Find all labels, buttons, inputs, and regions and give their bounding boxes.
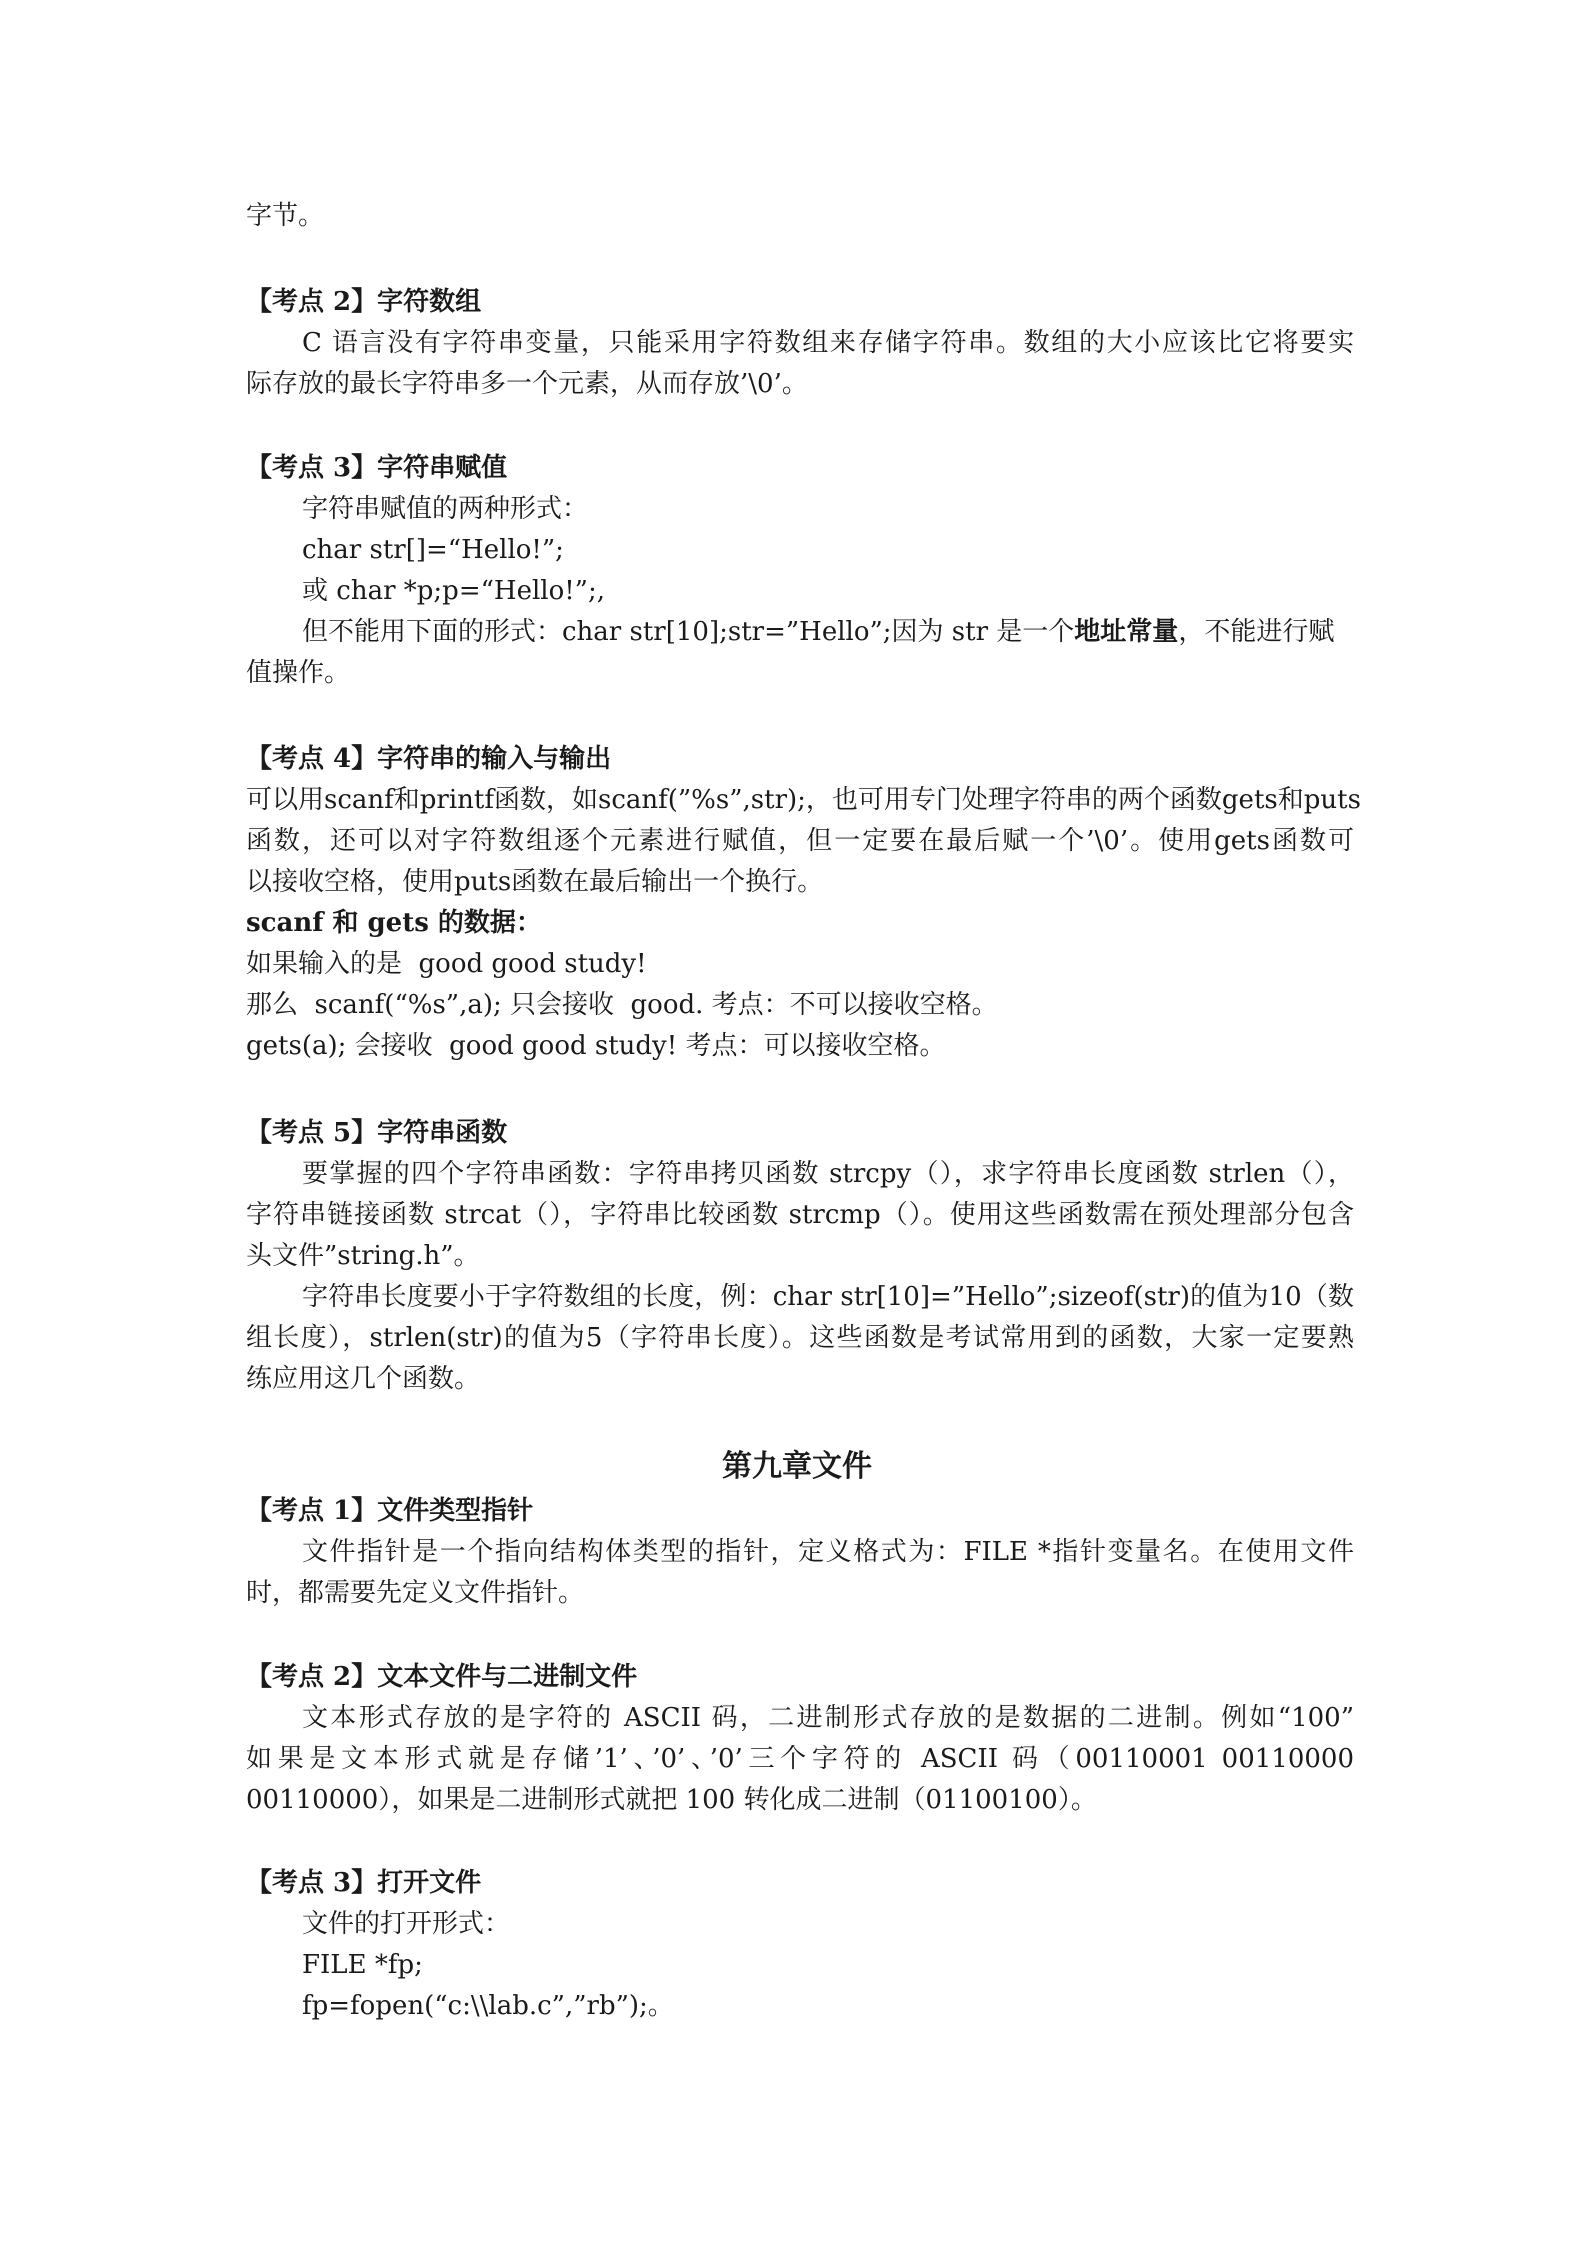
text-line: 字符串赋值的两种形式： — [302, 494, 589, 524]
code-line: FILE *fp; — [302, 1950, 423, 1980]
text-line: 组长度），strlen(str)的值为5（字符串长度）。这些函数是考试常用到的函数，大家一定要熟 — [246, 1323, 1354, 1353]
section-char-array — [246, 282, 1354, 405]
text-line: 00110000），如果是二进制形式就把 100 转化成二进制（01100100）。 — [246, 1785, 1097, 1815]
section-continuation — [246, 196, 1354, 237]
text-line: 函数，还可以对字符数组逐个元素进行赋值，但一定要在最后赋一个’\0’。使用gets函数可 — [246, 826, 1354, 856]
text-line: C 语言没有字符串变量，只能采用字符数组来存储字符串。数组的大小应该比它将要实 — [302, 328, 1354, 358]
section-heading: 【考点 3】字符串赋值 — [246, 453, 508, 483]
text-line: 字符串长度要小于字符数组的长度，例：char str[10]=”Hello”;sizeof(str)的值为10（数 — [302, 1282, 1354, 1312]
section-open-file — [246, 1863, 1354, 2027]
text-line: 值操作。 — [246, 658, 351, 688]
section-string-io — [246, 739, 1361, 1067]
text-line: 以接收空格，使用puts函数在最后输出一个换行。 — [246, 867, 824, 897]
section-heading: 【考点 4】字符串的输入与输出 — [246, 744, 612, 774]
text-segment: 但不能用下面的形式：char str[10];str=”Hello”;因为 str 是一个 — [302, 617, 1075, 647]
chapter-title: 第九章文件 — [722, 1449, 872, 1484]
text-line: 字符串链接函数 strcat（），字符串比较函数 strcmp（）。使用这些函数需在预处理部分包含 — [246, 1200, 1354, 1230]
section-heading: 【考点 5】字符串函数 — [246, 1118, 508, 1148]
section-heading: 【考点 3】打开文件 — [246, 1868, 482, 1898]
text-line: 文件的打开形式： — [302, 1909, 511, 1939]
text-line: 字节。 — [246, 201, 325, 231]
text-line: 际存放的最长字符串多一个元素，从而存放’\0’。 — [246, 369, 808, 399]
text-line: 文件指针是一个指向结构体类型的指针，定义格式为：FILE *指针变量名。在使用文件 — [302, 1537, 1354, 1567]
section-heading: 【考点 2】字符数组 — [246, 287, 482, 317]
text-line — [246, 612, 1354, 653]
text-line: gets(a); 会接收 good good study! 考点：可以接收空格。 — [246, 1031, 946, 1061]
section-string-assignment — [246, 448, 1354, 694]
section-string-functions — [246, 1113, 1354, 1400]
text-line: 如果输入的是 good good study! — [246, 949, 647, 979]
text-line: 时，都需要先定义文件指针。 — [246, 1578, 585, 1608]
text-line: 要掌握的四个字符串函数：字符串拷贝函数 strcpy（），求字符串长度函数 strlen（）， — [302, 1159, 1354, 1189]
text-line: 如果是文本形式就是存储’1’、’0’、’0’三个字符的 ASCII 码（00110001 00110000 — [246, 1744, 1354, 1774]
section-text-binary-files — [246, 1657, 1354, 1821]
bold-term: 地址常量 — [1074, 617, 1179, 647]
text-segment: ，不能进行赋 — [1178, 617, 1335, 647]
section-heading: 【考点 1】文件类型指针 — [246, 1496, 534, 1526]
text-line: 文本形式存放的是字符的 ASCII 码，二进制形式存放的是数据的二进制。例如“100” — [302, 1703, 1354, 1733]
section-heading: 【考点 2】文本文件与二进制文件 — [246, 1662, 638, 1692]
code-line: fp=fopen(“c:\\lab.c”,”rb”);。 — [302, 1991, 674, 2021]
text-line: 那么 scanf(“%s”,a); 只会接收 good. 考点：不可以接收空格。 — [246, 990, 998, 1020]
section-file-pointer — [246, 1491, 1354, 1614]
text-line: 可以用scanf和printf函数，如scanf(”%s”,str);，也可用专门处理字符串的两个函数gets和puts — [246, 785, 1361, 815]
text-line: 头文件”string.h”。 — [246, 1241, 480, 1271]
code-line: char str[]=“Hello!”; — [302, 535, 564, 565]
subheading-line: scanf 和 gets 的数据： — [246, 908, 542, 938]
text-line: 练应用这几个函数。 — [246, 1364, 481, 1394]
code-line: 或 char *p;p=“Hello!”;, — [302, 576, 605, 606]
